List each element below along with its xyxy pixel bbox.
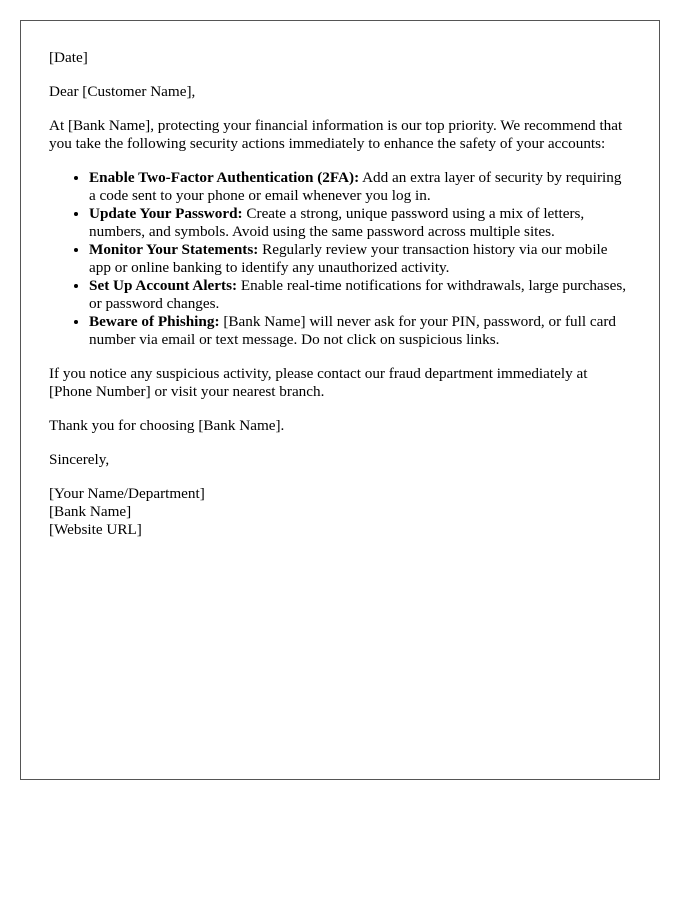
action-text: Add an extra layer of security by requiring a code sent to your phone or email whenever you log in. — [89, 169, 622, 204]
signature-bank: [Bank Name] — [49, 503, 132, 520]
signature-name: [Your Name/Department] — [49, 485, 205, 502]
letter-thanks: Thank you for choosing [Bank Name]. — [49, 417, 285, 434]
signature-block — [49, 485, 631, 539]
action-title: Update Your Password: — [89, 205, 243, 222]
list-item — [89, 169, 631, 205]
letter-intro: At [Bank Name], protecting your financial information is our top priority. We recommend that you take the following security actions immediately to enhance the safety of your accounts: — [49, 117, 623, 152]
action-title: Beware of Phishing: — [89, 313, 220, 330]
letter-contact: If you notice any suspicious activity, please contact our fraud department immediately at [Phone Number] or visit your nearest branch. — [49, 365, 588, 400]
letter-salutation: Dear [Customer Name], — [49, 83, 196, 100]
action-text: [Bank Name] will never ask for your PIN, password, or full card number via email or text message. Do not click on suspicious links. — [89, 313, 616, 348]
list-item — [89, 277, 631, 313]
letter-date: [Date] — [49, 49, 88, 66]
list-item — [89, 313, 631, 349]
action-text: Regularly review your transaction history via our mobile app or online banking to identify any unauthorized activity. — [89, 241, 608, 276]
list-item — [89, 241, 631, 277]
action-title: Enable Two-Factor Authentication (2FA): — [89, 169, 360, 186]
signature-website: [Website URL] — [49, 521, 142, 538]
letter-closing: Sincerely, — [49, 451, 110, 468]
security-actions-list — [49, 169, 631, 349]
letter — [20, 20, 660, 780]
action-title: Set Up Account Alerts: — [89, 277, 238, 294]
action-text: Create a strong, unique password using a mix of letters, numbers, and symbols. Avoid using the same password across multiple sites. — [89, 205, 585, 240]
action-title: Monitor Your Statements: — [89, 241, 259, 258]
list-item — [89, 205, 631, 241]
action-text: Enable real-time notifications for withdrawals, large purchases, or password changes. — [89, 277, 627, 312]
